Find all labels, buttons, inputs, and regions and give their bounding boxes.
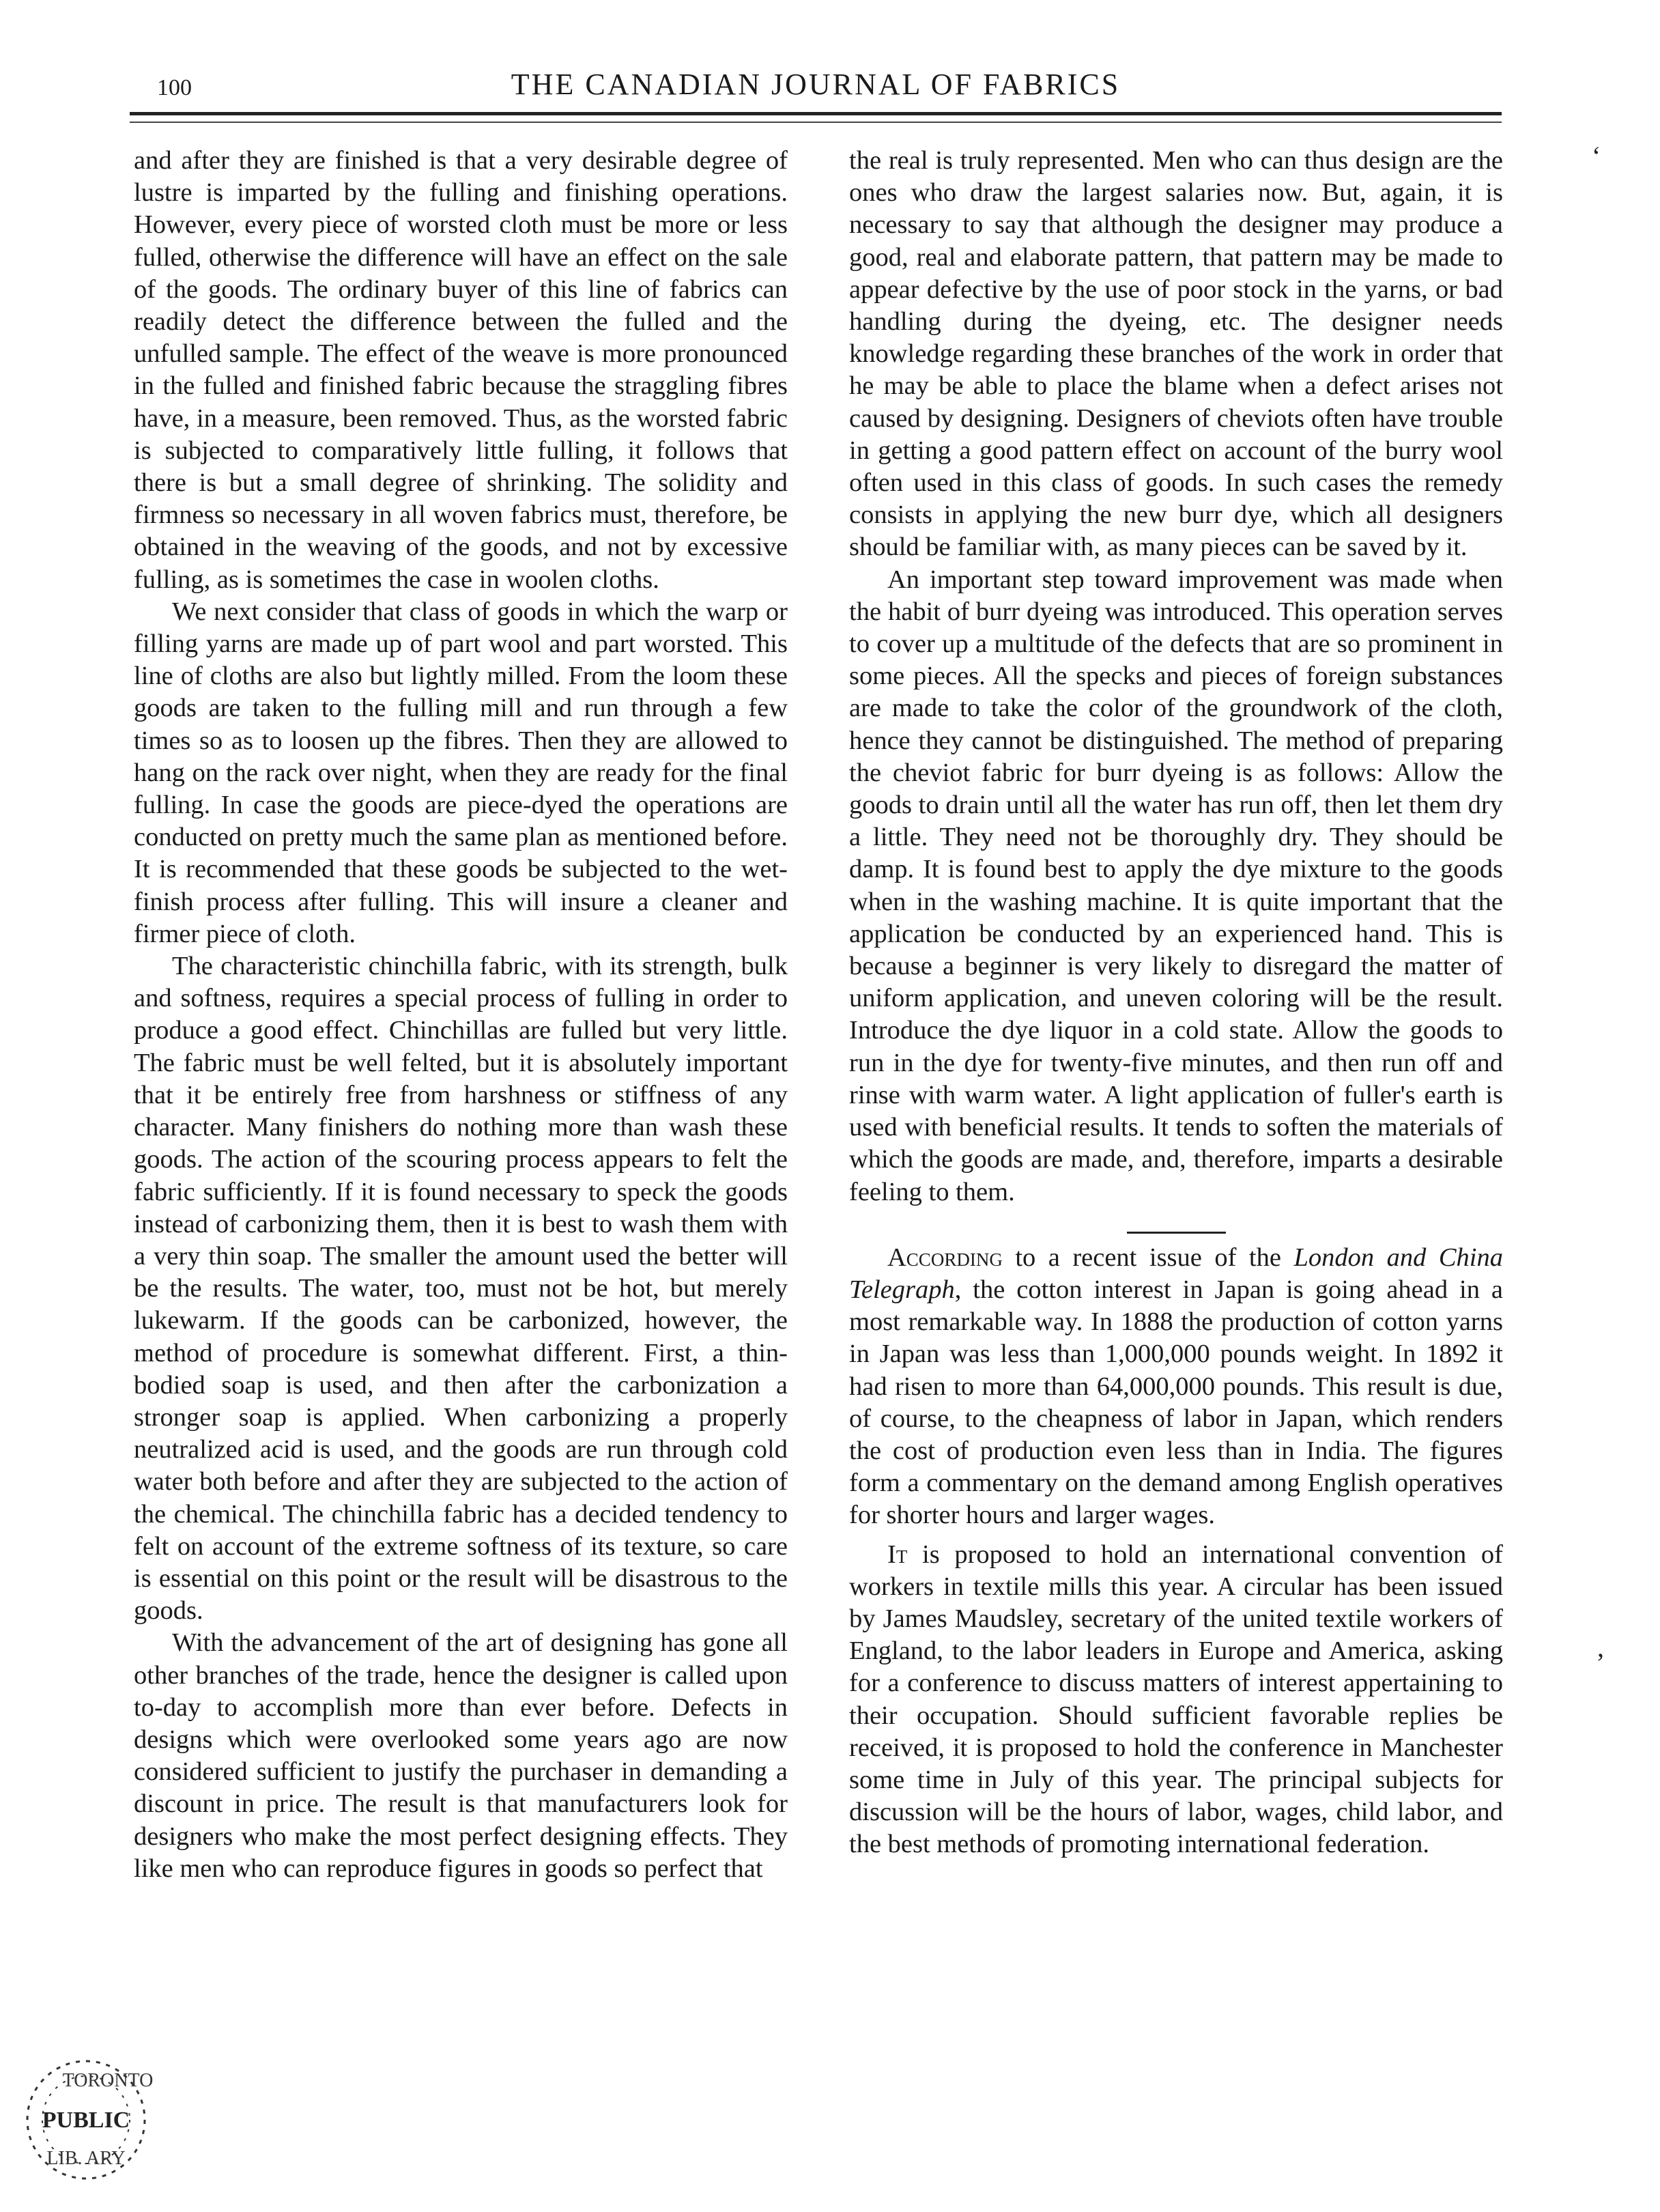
header-rule-thick xyxy=(130,112,1502,115)
page-number: 100 xyxy=(157,75,192,100)
item-text: , the cotton interest in Japan is going ahead in a most remarkable way. In 1888 the production of cotton yarns in Japan was less than 1,000,000 pounds weight. In 1892 it had risen to more than 64,000,000 pounds. This result is due, of course, to the cheapness of labor in Japan, which renders the cost of production even less than in India. The figures form a commentary on the demand among English operatives for shorter hours and larger wages. xyxy=(849,1275,1503,1530)
source-title: London and China Telegraph xyxy=(849,1243,1503,1304)
stamp-text-bottom: LIB. ARY xyxy=(46,2148,126,2169)
page-header xyxy=(130,63,1502,111)
paragraph: We next consider that class of goods in which the warp or filling yarns are made up of part wool and part worsted. This line of cloths are also but lightly milled. From the loom these goods are taken to the fulling mill and run through a few times so as to loosen up the fibres. Then they are allowed to hang on the rack over night, when they are ready for the final fulling. In case the goods are piece-dyed the operations are conducted on pretty much the same plan as mentioned before. It is recommended that these goods be subjected to the wet-finish process after fulling. This will insure a cleaner and firmer piece of cloth. xyxy=(134,597,788,948)
japan-cotton-item xyxy=(849,1242,1503,1532)
margin-mark: ’ xyxy=(1596,1647,1605,1678)
margin-mark: ‘ xyxy=(1592,141,1601,171)
right-column xyxy=(849,145,1503,1861)
item-lead: According xyxy=(887,1243,1003,1272)
item-text: is proposed to hold an international convention of workers in textile mills this year. A circular has been issued by James Maudsley, secretary of the united textile workers of England, to the labor leaders in Europe and America, asking for a conference to discuss matters of interest appertaining to their occupation. Should sufficient favorable replies be received, it is proposed to hold the conference in Manchester some time in July of this year. The principal subjects for discussion will be the hours of labor, wages, child labor, and the best methods of promoting international federation. xyxy=(849,1540,1503,1859)
section-separator xyxy=(1127,1232,1226,1234)
convention-item xyxy=(849,1539,1503,1861)
header-rule-thin xyxy=(130,122,1502,123)
paragraph: the real is truly represented. Men who can thus design are the ones who draw the largest salaries now. But, again, it is necessary to say that although the designer may produce a good, real and elaborate pattern, that pattern may be made to appear defective by the use of poor stock in the yarns, or bad handling during the dyeing, etc. The designer needs knowledge regarding these branches of the work in order that he may be able to place the blame when a defect arises not caused by designing. Designers of cheviots often have trouble in getting a good pattern effect on account of the burry wool often used in this class of goods. In such cases the remedy consists in applying the new burr dye, which all designers should be familiar with, as many pieces can be saved by it. xyxy=(849,146,1503,562)
running-head: THE CANADIAN JOURNAL OF FABRICS xyxy=(511,68,1121,101)
stamp-text-middle: PUBLIC xyxy=(42,2108,130,2133)
item-text: to a recent issue of the xyxy=(1002,1243,1294,1272)
left-column xyxy=(134,145,788,1885)
stamp-text-top: TORONTO xyxy=(62,2070,154,2091)
paragraph: With the advancement of the art of designing has gone all other branches of the trade, hence the designer is called upon to-day to accomplish more than ever before. Defects in designs which were overlooked some years ago are now considered sufficient to justify the purchaser in demanding a discount in price. The result is that manufacturers look for designers who make the most perfect designing effects. They like men who can reproduce figures in goods so perfect that xyxy=(134,1628,788,1883)
paragraph: and after they are finished is that a very desirable degree of lustre is imparted by the fulling and finishing operations. However, every piece of worsted cloth must be more or less fulled, otherwise the difference will have an effect on the sale of the goods. The ordinary buyer of this line of fabrics can readily detect the difference between the fulled and the unfulled sample. The effect of the weave is more pronounced in the fulled and finished fabric because the straggling fibres have, in a measure, been removed. Thus, as the worsted fabric is subjected to comparatively little fulling, it follows that there is but a small degree of shrinking. The solidity and firmness so necessary in all woven fabrics must, therefore, be obtained in the weaving of the goods, and not by excessive fulling, as is sometimes the case in woolen cloths. xyxy=(134,146,788,594)
paragraph: The characteristic chinchilla fabric, with its strength, bulk and softness, requires a special process of fulling in order to produce a good effect. Chinchillas are fulled but very little. The fabric must be well felted, but it is absolutely important that it be entirely free from harshness or stiffness of any character. Many finishers do nothing more than wash these goods. The action of the scouring process appears to felt the fabric sufficiently. If it is found necessary to speck the goods instead of carbonizing them, then it is best to wash them with a very thin soap. The smaller the amount used the better will be the results. The water, too, must not be hot, but merely lukewarm. If the goods can be carbonized, however, the method of procedure is somewhat different. First, a thin-bodied soap is used, and then after the carbonization a stronger soap is applied. When carbonizing a properly neutralized acid is used, and the goods are run through cold water both before and after they are subjected to the action of the chemical. The chinchilla fabric has a decided tendency to felt on account of the extreme softness of its texture, so care is essential on this point or the result will be disastrous to the goods. xyxy=(134,952,788,1626)
paragraph: An important step toward improvement was made when the habit of burr dyeing was introduced. This operation serves to cover up a multitude of the defects that are so prominent in some pieces. All the specks and pieces of foreign substances are made to take the color of the groundwork of the cloth, hence they cannot be distinguished. The method of preparing the cheviot fabric for burr dyeing is as follows: Allow the goods to drain until all the water has run off, then let them dry a little. They need not be thoroughly dry. They should be damp. It is found best to apply the dye mixture to the goods when in the washing machine. It is quite important that the application be conducted by an experienced hand. This is because a beginner is very likely to disregard the matter of uniform application, and uneven coloring will be the result. Introduce the dye liquor in a cold state. Allow the goods to run in the dye for twenty-five minutes, and then run off and rinse with warm water. A light application of fuller's earth is used with beneficial results. It tends to soften the materials of which the goods are made, and, therefore, imparts a desirable feeling to them. xyxy=(849,565,1503,1206)
library-stamp xyxy=(5,2055,162,2185)
item-lead: It xyxy=(887,1540,908,1569)
